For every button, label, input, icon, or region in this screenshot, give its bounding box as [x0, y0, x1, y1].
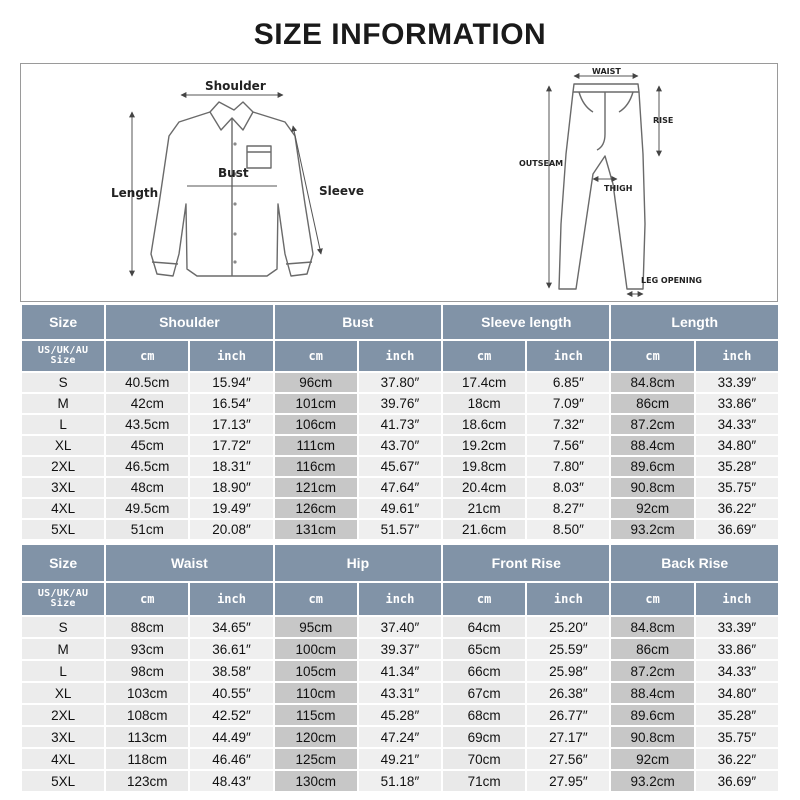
cm-cell: 21cm — [442, 498, 526, 519]
inch-cell: 48.43″ — [189, 770, 273, 792]
cm-cell: 100cm — [274, 638, 358, 660]
size-cell: S — [21, 616, 105, 638]
cm-cell: 64cm — [442, 616, 526, 638]
table-row — [21, 498, 779, 519]
inch-cell: 8.27″ — [526, 498, 610, 519]
cm-cell: 110cm — [274, 682, 358, 704]
inch-cell: 34.80″ — [695, 435, 779, 456]
inch-cell: 36.69″ — [695, 519, 779, 540]
size-cell: 3XL — [21, 477, 105, 498]
unit-header: cm — [442, 582, 526, 616]
cm-cell: 93.2cm — [610, 519, 694, 540]
cm-cell: 118cm — [105, 748, 189, 770]
cm-cell: 89.6cm — [610, 704, 694, 726]
table-row — [21, 372, 779, 393]
garment-diagram-panel — [20, 63, 778, 302]
region-label: US/UK/AU — [37, 588, 89, 599]
inch-cell: 37.40″ — [358, 616, 442, 638]
cm-cell: 96cm — [274, 372, 358, 393]
inch-cell: 45.28″ — [358, 704, 442, 726]
inch-cell: 33.86″ — [695, 393, 779, 414]
inch-cell: 20.08″ — [189, 519, 273, 540]
cm-cell: 51cm — [105, 519, 189, 540]
length-label: Length — [111, 186, 159, 200]
cm-cell: 92cm — [610, 748, 694, 770]
inch-cell: 42.52″ — [189, 704, 273, 726]
region-size-header — [21, 340, 105, 372]
shirt-illustration — [21, 64, 779, 303]
inch-cell: 27.17″ — [526, 726, 610, 748]
inch-cell: 40.55″ — [189, 682, 273, 704]
inch-cell: 19.49″ — [189, 498, 273, 519]
cm-cell: 88.4cm — [610, 435, 694, 456]
group-header: Back Rise — [610, 544, 779, 582]
inch-cell: 36.22″ — [695, 498, 779, 519]
unit-header: cm — [442, 340, 526, 372]
inch-cell: 35.28″ — [695, 456, 779, 477]
cm-cell: 66cm — [442, 660, 526, 682]
inch-cell: 33.86″ — [695, 638, 779, 660]
inch-cell: 47.64″ — [358, 477, 442, 498]
inch-cell: 38.58″ — [189, 660, 273, 682]
inch-cell: 39.37″ — [358, 638, 442, 660]
cm-cell: 48cm — [105, 477, 189, 498]
cm-cell: 131cm — [274, 519, 358, 540]
inch-cell: 25.20″ — [526, 616, 610, 638]
unit-header: inch — [526, 340, 610, 372]
unit-header: cm — [610, 582, 694, 616]
unit-header: inch — [526, 582, 610, 616]
inch-cell: 26.38″ — [526, 682, 610, 704]
unit-header: inch — [695, 582, 779, 616]
group-header: Front Rise — [442, 544, 610, 582]
cm-cell: 43.5cm — [105, 414, 189, 435]
inch-cell: 41.34″ — [358, 660, 442, 682]
cm-cell: 116cm — [274, 456, 358, 477]
inch-cell: 27.95″ — [526, 770, 610, 792]
inch-cell: 17.13″ — [189, 414, 273, 435]
cm-cell: 90.8cm — [610, 477, 694, 498]
inch-cell: 8.50″ — [526, 519, 610, 540]
group-header: Sleeve length — [442, 304, 610, 340]
inch-cell: 47.24″ — [358, 726, 442, 748]
cm-cell: 70cm — [442, 748, 526, 770]
inch-cell: 36.61″ — [189, 638, 273, 660]
inch-cell: 35.75″ — [695, 726, 779, 748]
cm-cell: 68cm — [442, 704, 526, 726]
rise-label: RISE — [653, 116, 674, 125]
cm-cell: 45cm — [105, 435, 189, 456]
cm-cell: 40.5cm — [105, 372, 189, 393]
table-row — [21, 477, 779, 498]
table-row — [21, 748, 779, 770]
inch-cell: 43.70″ — [358, 435, 442, 456]
table-row — [21, 660, 779, 682]
cm-cell: 120cm — [274, 726, 358, 748]
size-cell: XL — [21, 435, 105, 456]
inch-cell: 25.98″ — [526, 660, 610, 682]
region-size-label: Size — [50, 355, 76, 366]
inch-cell: 36.22″ — [695, 748, 779, 770]
cm-cell: 121cm — [274, 477, 358, 498]
region-size-label: Size — [50, 598, 76, 609]
size-cell: 5XL — [21, 519, 105, 540]
table-row — [21, 770, 779, 792]
inch-cell: 36.69″ — [695, 770, 779, 792]
inch-cell: 18.31″ — [189, 456, 273, 477]
size-header: Size — [21, 304, 105, 340]
unit-header: inch — [189, 582, 273, 616]
inch-cell: 35.75″ — [695, 477, 779, 498]
group-header: Length — [610, 304, 779, 340]
cm-cell: 123cm — [105, 770, 189, 792]
cm-cell: 89.6cm — [610, 456, 694, 477]
cm-cell: 87.2cm — [610, 414, 694, 435]
cm-cell: 86cm — [610, 638, 694, 660]
cm-cell: 105cm — [274, 660, 358, 682]
unit-header: inch — [189, 340, 273, 372]
size-cell: 3XL — [21, 726, 105, 748]
cm-cell: 18cm — [442, 393, 526, 414]
cm-cell: 49.5cm — [105, 498, 189, 519]
cm-cell: 92cm — [610, 498, 694, 519]
inch-cell: 15.94″ — [189, 372, 273, 393]
table-row — [21, 726, 779, 748]
table-row — [21, 704, 779, 726]
cm-cell: 19.2cm — [442, 435, 526, 456]
inch-cell: 44.49″ — [189, 726, 273, 748]
table-row — [21, 638, 779, 660]
unit-header: cm — [274, 582, 358, 616]
inch-cell: 33.39″ — [695, 372, 779, 393]
inch-cell: 43.31″ — [358, 682, 442, 704]
cm-cell: 46.5cm — [105, 456, 189, 477]
cm-cell: 95cm — [274, 616, 358, 638]
cm-cell: 71cm — [442, 770, 526, 792]
inch-cell: 7.09″ — [526, 393, 610, 414]
inch-cell: 41.73″ — [358, 414, 442, 435]
cm-cell: 67cm — [442, 682, 526, 704]
page-title: SIZE INFORMATION — [253, 18, 547, 51]
inch-cell: 45.67″ — [358, 456, 442, 477]
cm-cell: 93cm — [105, 638, 189, 660]
inch-cell: 7.32″ — [526, 414, 610, 435]
size-cell: L — [21, 660, 105, 682]
inch-cell: 8.03″ — [526, 477, 610, 498]
size-cell: 4XL — [21, 748, 105, 770]
size-cell: XL — [21, 682, 105, 704]
inch-cell: 26.77″ — [526, 704, 610, 726]
cm-cell: 69cm — [442, 726, 526, 748]
inch-cell: 7.80″ — [526, 456, 610, 477]
inch-cell: 34.33″ — [695, 414, 779, 435]
waist-label: WAIST — [592, 67, 621, 76]
cm-cell: 101cm — [274, 393, 358, 414]
cm-cell: 84.8cm — [610, 616, 694, 638]
inch-cell: 49.21″ — [358, 748, 442, 770]
inch-cell: 34.80″ — [695, 682, 779, 704]
unit-header: inch — [358, 582, 442, 616]
cm-cell: 65cm — [442, 638, 526, 660]
cm-cell: 115cm — [274, 704, 358, 726]
cm-cell: 18.6cm — [442, 414, 526, 435]
size-cell: M — [21, 638, 105, 660]
table-row — [21, 456, 779, 477]
inch-cell: 51.18″ — [358, 770, 442, 792]
region-label: US/UK/AU — [37, 345, 89, 356]
table-row — [21, 414, 779, 435]
inch-cell: 33.39″ — [695, 616, 779, 638]
cm-cell: 125cm — [274, 748, 358, 770]
outseam-label: OUTSEAM — [519, 159, 564, 168]
cm-cell: 130cm — [274, 770, 358, 792]
group-header: Waist — [105, 544, 273, 582]
sleeve-label: Sleeve — [319, 184, 364, 198]
bust-label: Bust — [218, 166, 249, 180]
table-row — [21, 682, 779, 704]
size-cell: 4XL — [21, 498, 105, 519]
thigh-label: THIGH — [604, 184, 633, 193]
cm-cell: 86cm — [610, 393, 694, 414]
cm-cell: 106cm — [274, 414, 358, 435]
region-size-header — [21, 582, 105, 616]
inch-cell: 34.65″ — [189, 616, 273, 638]
cm-cell: 21.6cm — [442, 519, 526, 540]
size-cell: M — [21, 393, 105, 414]
group-header: Hip — [274, 544, 442, 582]
table-row — [21, 519, 779, 540]
size-cell: 2XL — [21, 704, 105, 726]
unit-header: cm — [105, 582, 189, 616]
size-cell: 2XL — [21, 456, 105, 477]
table-row — [21, 435, 779, 456]
inch-cell: 51.57″ — [358, 519, 442, 540]
size-cell: 5XL — [21, 770, 105, 792]
bottom-size-table — [20, 543, 780, 793]
inch-cell: 16.54″ — [189, 393, 273, 414]
group-header: Shoulder — [105, 304, 273, 340]
size-header: Size — [21, 544, 105, 582]
table-row — [21, 393, 779, 414]
cm-cell: 113cm — [105, 726, 189, 748]
cm-cell: 93.2cm — [610, 770, 694, 792]
size-cell: L — [21, 414, 105, 435]
cm-cell: 87.2cm — [610, 660, 694, 682]
cm-cell: 19.8cm — [442, 456, 526, 477]
cm-cell: 98cm — [105, 660, 189, 682]
inch-cell: 49.61″ — [358, 498, 442, 519]
cm-cell: 126cm — [274, 498, 358, 519]
leg-opening-label: LEG OPENING — [641, 276, 702, 285]
cm-cell: 90.8cm — [610, 726, 694, 748]
inch-cell: 17.72″ — [189, 435, 273, 456]
cm-cell: 84.8cm — [610, 372, 694, 393]
cm-cell: 42cm — [105, 393, 189, 414]
inch-cell: 37.80″ — [358, 372, 442, 393]
inch-cell: 25.59″ — [526, 638, 610, 660]
unit-header: cm — [105, 340, 189, 372]
inch-cell: 7.56″ — [526, 435, 610, 456]
group-header: Bust — [274, 304, 442, 340]
shoulder-label: Shoulder — [205, 79, 266, 93]
unit-header: cm — [274, 340, 358, 372]
inch-cell: 18.90″ — [189, 477, 273, 498]
inch-cell: 35.28″ — [695, 704, 779, 726]
cm-cell: 108cm — [105, 704, 189, 726]
cm-cell: 88cm — [105, 616, 189, 638]
top-size-table — [20, 303, 780, 541]
unit-header: inch — [358, 340, 442, 372]
table-row — [21, 616, 779, 638]
cm-cell: 20.4cm — [442, 477, 526, 498]
cm-cell: 103cm — [105, 682, 189, 704]
unit-header: inch — [695, 340, 779, 372]
cm-cell: 111cm — [274, 435, 358, 456]
inch-cell: 34.33″ — [695, 660, 779, 682]
unit-header: cm — [610, 340, 694, 372]
cm-cell: 88.4cm — [610, 682, 694, 704]
inch-cell: 39.76″ — [358, 393, 442, 414]
size-cell: S — [21, 372, 105, 393]
inch-cell: 6.85″ — [526, 372, 610, 393]
inch-cell: 27.56″ — [526, 748, 610, 770]
inch-cell: 46.46″ — [189, 748, 273, 770]
cm-cell: 17.4cm — [442, 372, 526, 393]
